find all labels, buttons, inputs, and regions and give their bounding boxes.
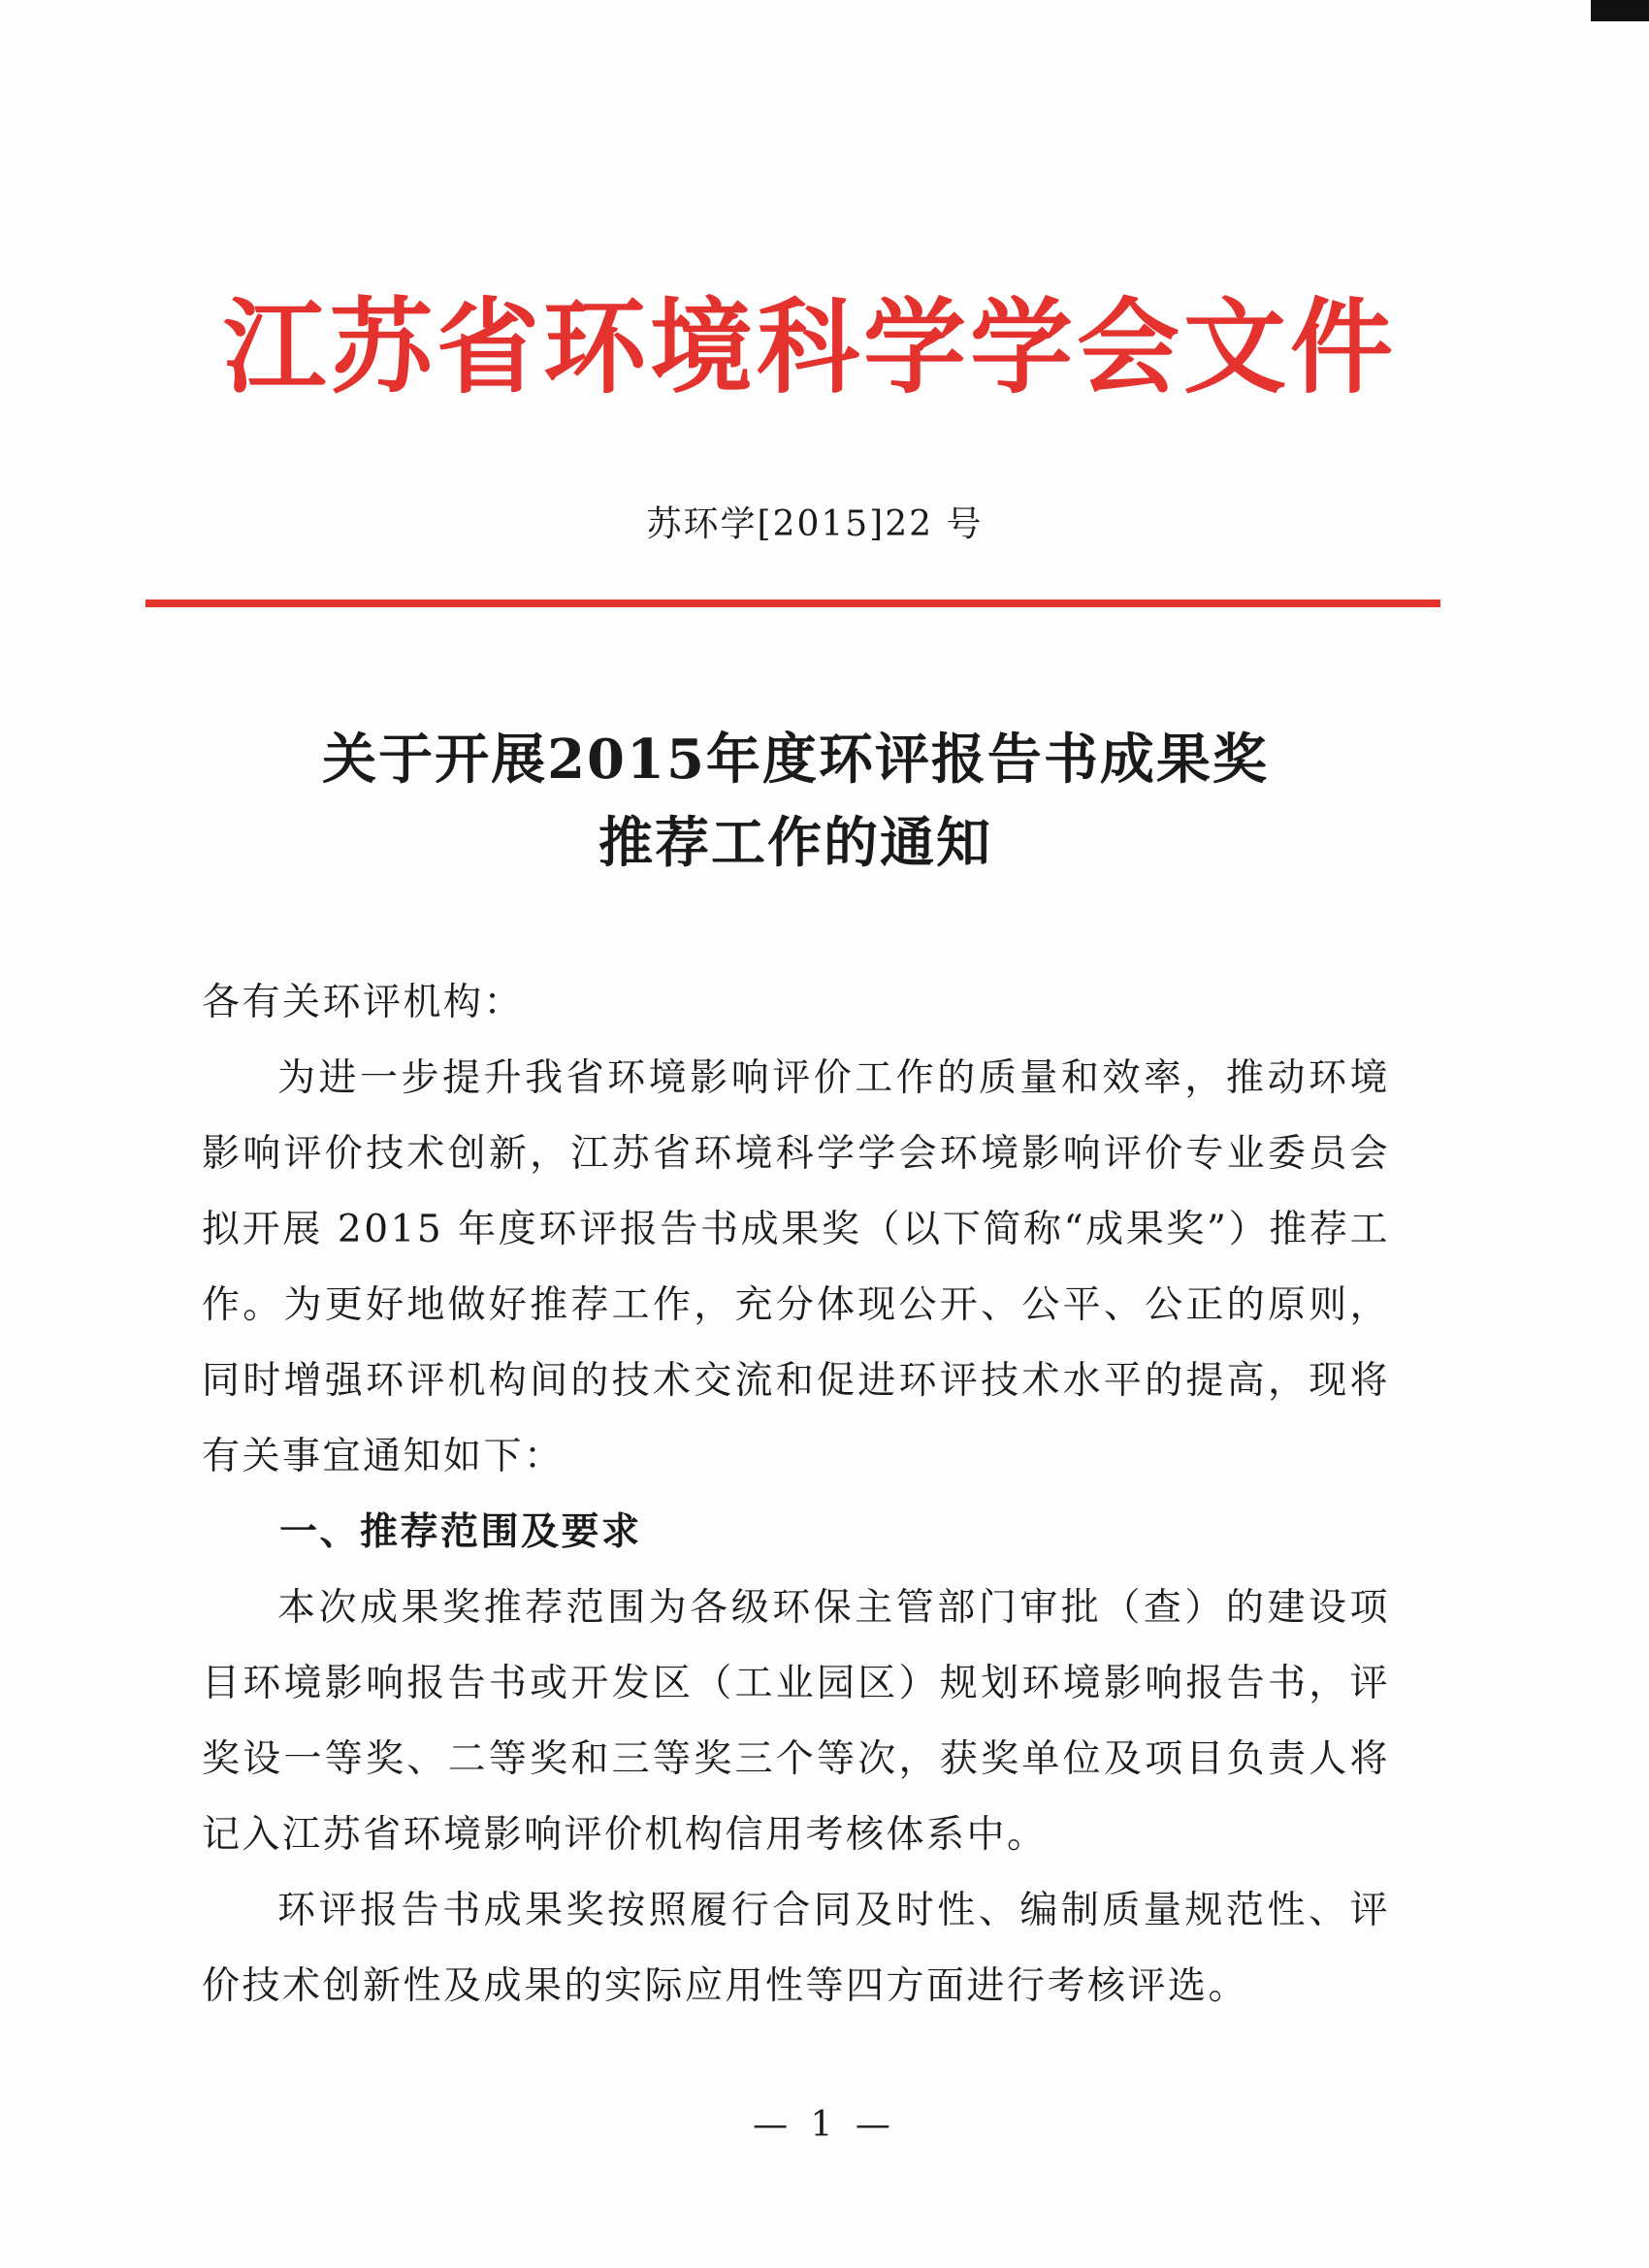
document-number: 苏环学[2015]22 号: [646, 504, 984, 544]
body-paragraph-1: 为进一步提升我省环境影响评价工作的质量和效率，推动环境影响评价技术创新，江苏省环境科学学会环境影响评价专业委员会拟开展 2015 年度环评报告书成果奖（以下简称“成果奖”）推荐工作。为更好地做好推荐工作，充分体现公开、公平、公正的原则，同时增强环评机构间的技术交流和促进环评技术水平的提高，现将有关事宜通知如下：: [202, 1056, 1390, 1478]
notice-title-line-1: 关于开展2015年度环评报告书成果奖: [322, 728, 1269, 792]
notice-title: [213, 718, 1377, 885]
page-number: — 1 —: [753, 2105, 896, 2145]
notice-title-line-2: 推荐工作的通知: [598, 811, 992, 875]
section-heading-1: 一、推荐范围及要求: [279, 1510, 642, 1554]
header-red-rule: [146, 599, 1440, 607]
notice-body: [202, 965, 1390, 2025]
body-paragraph-2: 本次成果奖推荐范围为各级环保主管部门审批（查）的建设项目环境影响报告书或开发区（工业园区）规划环境影响报告书，评奖设一等奖、二等奖和三等奖三个等次，获奖单位及项目负责人将记入江苏省环境影响评价机构信用考核体系中。: [202, 1586, 1390, 1857]
org-header-title: 江苏省环境科学学会文件: [223, 286, 1397, 407]
body-paragraph-3: 环评报告书成果奖按照履行合同及时性、编制质量规范性、评价技术创新性及成果的实际应用性等四方面进行考核评选。: [202, 1889, 1390, 2008]
scan-edge-mark: [1591, 0, 1649, 21]
show-through-bleed: [252, 199, 270, 274]
salutation: 各有关环评机构：: [202, 981, 525, 1024]
